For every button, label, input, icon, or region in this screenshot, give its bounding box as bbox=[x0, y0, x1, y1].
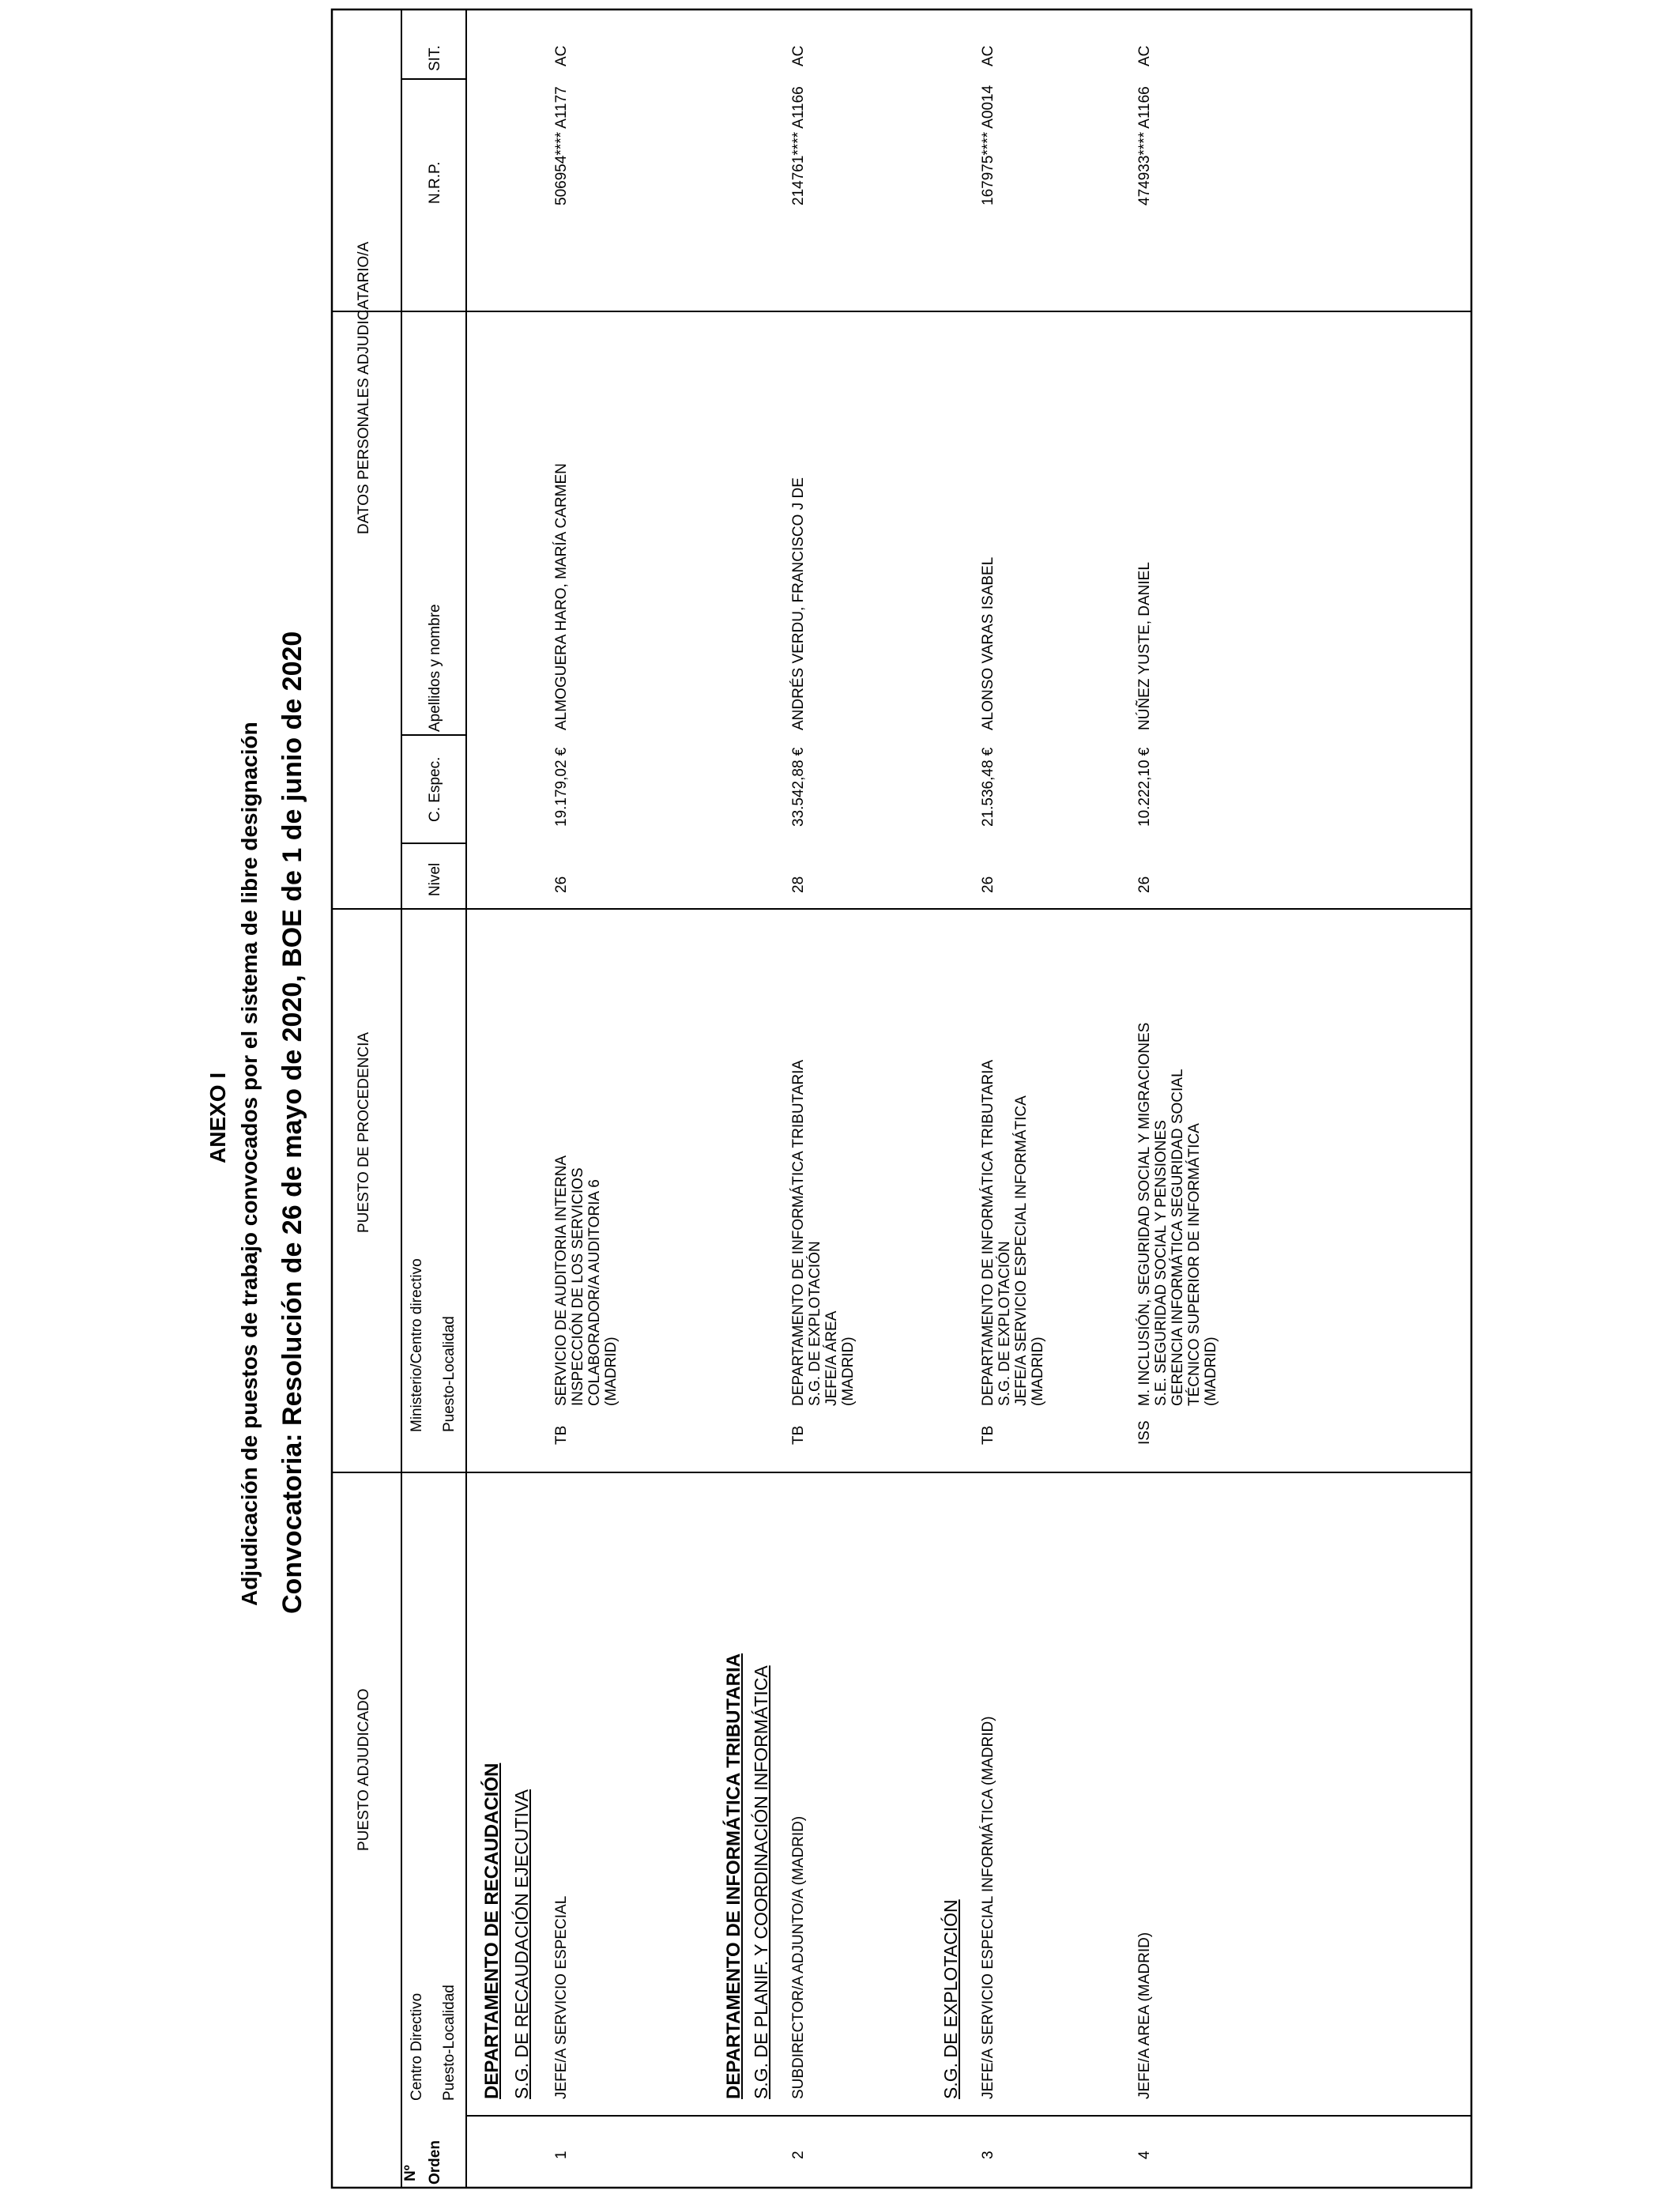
row4-nrp: 474933**** A1166 bbox=[1136, 86, 1153, 205]
row4-c-espec: 10.222,10 € bbox=[1136, 747, 1153, 827]
row1-nombre: ALMOGUERA HARO, MARÍA CARMEN bbox=[553, 463, 570, 730]
row4-nivel: 26 bbox=[1136, 876, 1153, 893]
row4-puesto: JEFE/A AREA (MADRID) bbox=[1136, 1932, 1153, 2099]
row4-procedencia: M. INCLUSIÓN, SEGURIDAD SOCIAL Y MIGRACIONES S.E. SEGURIDAD SOCIAL Y PENSIONES GERENCIA INFORMÁTICA SEGURIDAD SOCIAL TÉCNICO SUPERIOR DE INFORMÁTICA (MADRID) bbox=[1136, 1022, 1219, 1406]
row4-nombre: NÚÑEZ YUSTE, DANIEL bbox=[1136, 562, 1153, 730]
header-nivel: Nivel bbox=[427, 862, 443, 896]
row3-orden: 3 bbox=[980, 2151, 996, 2159]
row2-procedencia: DEPARTAMENTO DE INFORMÁTICA TRIBUTARIA S.G. DE EXPLOTACIÓN JEFE/A ÁREA (MADRID) bbox=[790, 1059, 857, 1406]
row2-sit: AC bbox=[790, 45, 807, 66]
header-nrp: N.R.P. bbox=[427, 161, 443, 204]
section-dept-informatica: DEPARTAMENTO DE INFORMÁTICA TRIBUTARIA bbox=[723, 1653, 744, 2099]
section-dept-recaudacion: DEPARTAMENTO DE RECAUDACIÓN bbox=[481, 1762, 503, 2099]
row3-sit: AC bbox=[980, 45, 996, 66]
row1-orden: 1 bbox=[553, 2151, 570, 2159]
row1-procedencia: SERVICIO DE AUDITORIA INTERNA INSPECCIÓN DE LOS SERVICIOS COLABORADOR/A AUDITORIA 6 (MADRID) bbox=[553, 1155, 620, 1406]
header-puesto-adjudicado: PUESTO ADJUDICADO bbox=[356, 1688, 372, 1851]
row4-orden: 4 bbox=[1136, 2151, 1153, 2159]
section-sg-recaudacion: S.G. DE RECAUDACIÓN EJECUTIVA bbox=[511, 1789, 532, 2099]
header-orden-1: Nº bbox=[402, 2165, 419, 2181]
header-orden-2: Orden bbox=[427, 2140, 443, 2185]
row3-puesto: JEFE/A SERVICIO ESPECIAL INFORMÁTICA (MADRID) bbox=[980, 1716, 996, 2099]
section-sg-planif: S.G. DE PLANIF. Y COORDINACIÓN INFORMÁTICA bbox=[751, 1665, 771, 2099]
row1-c-espec: 19.179,02 € bbox=[553, 747, 570, 827]
header-apellidos-nombre: Apellidos y nombre bbox=[427, 604, 443, 732]
header-ministerio-centro: Ministerio/Centro directivo bbox=[409, 1258, 425, 1432]
header-puesto-localidad-2: Puesto-Localidad bbox=[441, 1316, 458, 1432]
row4-ministerio: ISS bbox=[1136, 1420, 1153, 1445]
document-title: Adjudicación de puestos de trabajo convocados por el sistema de libre designación bbox=[237, 722, 262, 1606]
row2-nrp: 214761**** A1166 bbox=[790, 86, 807, 205]
header-c-espec: C. Espec. bbox=[427, 756, 443, 822]
convocatoria-title: Convocatoria: Resolución de 26 de mayo de 2020, BOE de 1 de junio de 2020 bbox=[277, 631, 307, 1614]
row2-nivel: 28 bbox=[790, 876, 807, 893]
header-puesto-localidad: Puesto-Localidad bbox=[441, 1985, 458, 2101]
row1-puesto: JEFE/A SERVICIO ESPECIAL bbox=[553, 1895, 570, 2099]
row2-nombre: ANDRÉS VERDU, FRANCISCO J DE bbox=[790, 477, 807, 730]
row2-orden: 2 bbox=[790, 2151, 807, 2159]
header-datos-personales: DATOS PERSONALES ADJUDICATARIO/A bbox=[356, 241, 372, 534]
row1-ministerio: TB bbox=[553, 1425, 570, 1445]
row3-ministerio: TB bbox=[980, 1425, 996, 1445]
row3-nombre: ALONSO VARAS ISABEL bbox=[980, 556, 996, 730]
row2-c-espec: 33.542,88 € bbox=[790, 747, 807, 827]
row2-puesto: SUBDIRECTOR/A ADJUNTO/A (MADRID) bbox=[790, 1815, 807, 2099]
row3-nrp: 167975**** A0014 bbox=[980, 85, 996, 205]
section-sg-explotacion: S.G. DE EXPLOTACIÓN bbox=[940, 1899, 961, 2099]
row2-ministerio: TB bbox=[790, 1425, 807, 1445]
header-puesto-procedencia: PUESTO DE PROCEDENCIA bbox=[356, 1031, 372, 1233]
row3-c-espec: 21.536,48 € bbox=[980, 747, 996, 827]
row1-sit: AC bbox=[553, 45, 570, 66]
row3-nivel: 26 bbox=[980, 876, 996, 893]
row1-nivel: 26 bbox=[553, 876, 570, 893]
header-centro-directivo: Centro Directivo bbox=[409, 1992, 425, 2101]
row3-procedencia: DEPARTAMENTO DE INFORMÁTICA TRIBUTARIA S.G. DE EXPLOTACIÓN JEFE/A SERVICIO ESPECIAL INFORMÁTICA (MADRID) bbox=[980, 1059, 1046, 1406]
row4-sit: AC bbox=[1136, 45, 1153, 66]
annex-title: ANEXO I bbox=[205, 1072, 230, 1163]
row1-nrp: 506954**** A1177 bbox=[553, 86, 570, 205]
header-sit: SIT. bbox=[427, 45, 443, 71]
